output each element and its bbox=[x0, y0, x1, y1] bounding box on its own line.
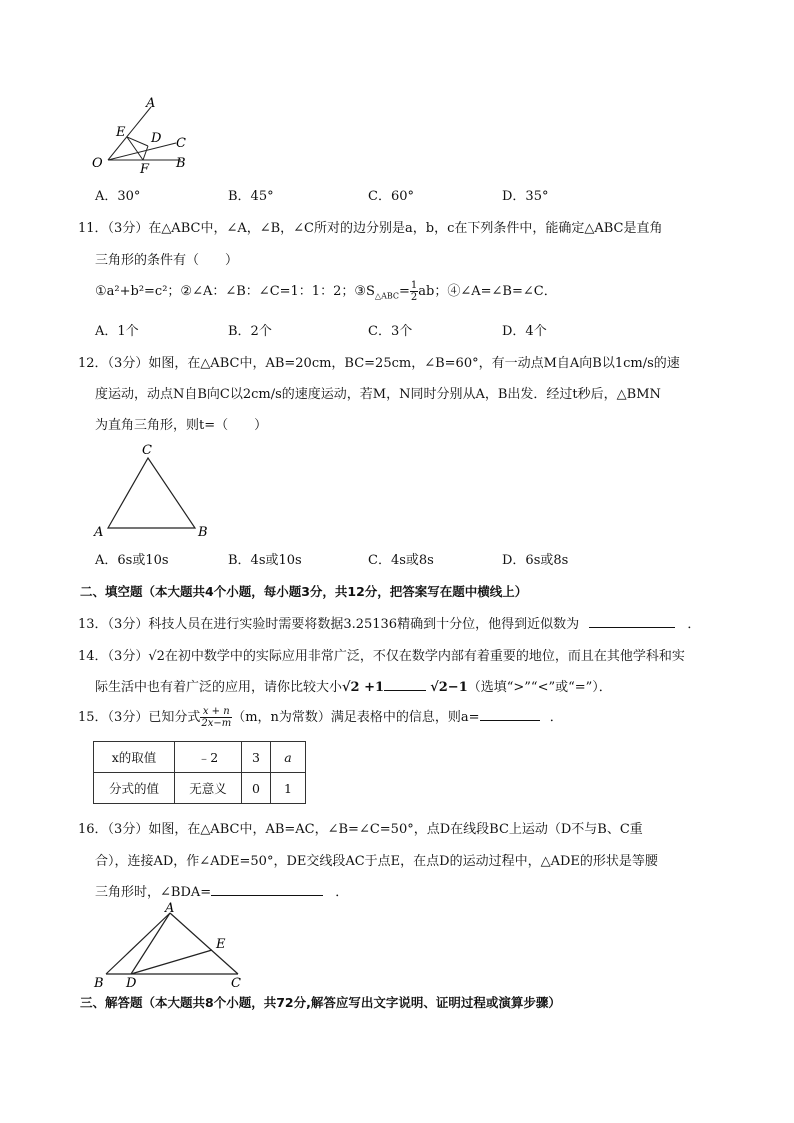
q15-answer-blank[interactable] bbox=[480, 708, 540, 721]
q15-cell: 1 bbox=[271, 773, 306, 804]
q11-line3-b: = bbox=[399, 284, 410, 299]
q12-option-b[interactable]: B．4s或10s bbox=[228, 553, 302, 568]
q10-label-e: E bbox=[116, 125, 126, 140]
q14-line1-b: 在初中数学中的实际应用非常广泛，不仅在数学内部有着重要的地位，而且在其他学科和实 bbox=[164, 649, 685, 664]
q16-figure bbox=[88, 900, 253, 990]
q11-option-a[interactable]: A．1个 bbox=[95, 324, 139, 339]
q13-line bbox=[78, 613, 700, 632]
q12-option-a[interactable]: A．6s或10s bbox=[95, 553, 169, 568]
q15-cell: 分式的值 bbox=[94, 773, 175, 804]
q12-option-d[interactable]: D．6s或8s bbox=[502, 553, 569, 568]
q14-sqrt: √2 bbox=[148, 649, 165, 664]
q15-cell: ﹣2 bbox=[175, 742, 242, 773]
q14-line1-a: 14．（3分） bbox=[78, 649, 149, 664]
q14-expr1: √2 +1 bbox=[342, 680, 385, 695]
q16-answer-blank[interactable] bbox=[211, 883, 323, 896]
q15-fraction bbox=[200, 706, 232, 729]
q10-option-b[interactable]: B．45° bbox=[228, 189, 274, 204]
q10-option-d[interactable]: D．35° bbox=[502, 189, 549, 204]
section-2-heading: 二、填空题（本大题共4个小题，每小题3分，共12分，把答案写在题中横线上） bbox=[80, 584, 528, 599]
q15-line bbox=[78, 706, 563, 729]
q11-frac-num: 1 bbox=[410, 280, 418, 291]
q16-label-a: A bbox=[165, 901, 175, 916]
q13-end: ． bbox=[687, 617, 701, 632]
q16-end: ． bbox=[335, 885, 349, 900]
q16-line2: 合），连接AD，作∠ADE=50°，DE交线段AC于点E，在点D的运动过程中，△ADE的形状是等腰 bbox=[95, 854, 658, 869]
q10-label-f: F bbox=[140, 162, 150, 175]
q11-option-b[interactable]: B．2个 bbox=[228, 324, 272, 339]
q11-line2: 三角形的条件有（ ） bbox=[95, 253, 239, 268]
q15-table bbox=[93, 741, 306, 804]
q16-label-c: C bbox=[231, 976, 241, 990]
q13-answer-blank[interactable] bbox=[589, 615, 675, 628]
q16-label-e: E bbox=[216, 937, 226, 952]
section-3-heading: 三、解答题（本大题共8个小题，共72分,解答应写出文字说明、证明过程或演算步骤） bbox=[80, 995, 561, 1010]
q13-text: 13．（3分）科技人员在进行实验时需要将数据3.25136精确到十分位，他得到近似数为 bbox=[78, 617, 580, 632]
q15-cell: a bbox=[271, 742, 306, 773]
q10-option-a[interactable]: A．30° bbox=[95, 189, 141, 204]
q12-line2: 度运动，动点N自B向C以2cm/s的速度运动，若M，N同时分别从A，B出发．经过t秒后，△BMN bbox=[95, 387, 661, 402]
q11-frac-den: 2 bbox=[410, 292, 418, 303]
q12-line3: 为直角三角形，则t=（ ） bbox=[95, 418, 268, 433]
q15-frac-den: 2x−m bbox=[201, 718, 232, 729]
q11-line3-a: ①a²+b²=c²；②∠A：∠B：∠C=1：1：2；③S bbox=[95, 284, 375, 299]
q16-line3 bbox=[95, 881, 348, 900]
q11-subscript: △ABC bbox=[374, 291, 399, 301]
q14-answer-blank[interactable] bbox=[384, 678, 426, 691]
q16-line3-text: 三角形时，∠BDA= bbox=[95, 885, 212, 900]
q15-table-row bbox=[94, 742, 306, 773]
q14-line1 bbox=[78, 645, 685, 664]
q11-line3-c: ab；④∠A=∠B=∠C． bbox=[418, 284, 557, 299]
q12-figure bbox=[90, 440, 220, 540]
q15-cell: 0 bbox=[242, 773, 271, 804]
q16-label-b: B bbox=[94, 976, 104, 990]
q12-option-c[interactable]: C．4s或8s bbox=[368, 553, 434, 568]
q15-end: ． bbox=[549, 710, 563, 725]
q12-label-a: A bbox=[94, 525, 104, 540]
q10-option-c[interactable]: C．60° bbox=[368, 189, 414, 204]
q10-label-c: C bbox=[176, 136, 186, 151]
q10-label-o: O bbox=[92, 156, 103, 171]
q10-label-b: B bbox=[176, 156, 186, 171]
q11-line1: 11．（3分）在△ABC中，∠A，∠B，∠C所对的边分别是a，b，c在下列条件中，能确定△ABC是直角 bbox=[78, 221, 663, 236]
q12-line1: 12．（3分）如图，在△ABC中，AB=20cm，BC=25cm，∠B=60°，有一动点M自A向B以1cm/s的速 bbox=[78, 356, 680, 371]
q11-line3 bbox=[95, 280, 557, 303]
q10-label-d: D bbox=[151, 131, 162, 146]
q12-label-c: C bbox=[142, 443, 152, 458]
q10-figure bbox=[88, 95, 198, 175]
q11-option-c[interactable]: C．3个 bbox=[368, 324, 413, 339]
q15-cell: 无意义 bbox=[175, 773, 242, 804]
q15-cell: x的取值 bbox=[94, 742, 175, 773]
q11-option-d[interactable]: D．4个 bbox=[502, 324, 547, 339]
q10-label-a: A bbox=[146, 96, 156, 111]
q15-frac-num: x + n bbox=[200, 706, 232, 718]
q15-table-row bbox=[94, 773, 306, 804]
q15-text-b: （m，n为常数）满足表格中的信息，则a= bbox=[232, 710, 480, 725]
q14-line2-b: （选填“>”“<”或“=”）． bbox=[467, 680, 612, 695]
q14-expr2: √2−1 bbox=[430, 680, 468, 695]
q16-label-d: D bbox=[126, 976, 137, 990]
q15-text-a: 15．（3分）已知分式 bbox=[78, 710, 201, 725]
q14-line2-a: 际生活中也有着广泛的应用，请你比较大小 bbox=[95, 680, 343, 695]
q14-line2 bbox=[95, 676, 612, 695]
q15-cell: 3 bbox=[242, 742, 271, 773]
q16-line1: 16．（3分）如图，在△ABC中，AB=AC，∠B=∠C=50°，点D在线段BC上运动（D不与B、C重 bbox=[78, 822, 643, 837]
q12-label-b: B bbox=[198, 525, 208, 540]
